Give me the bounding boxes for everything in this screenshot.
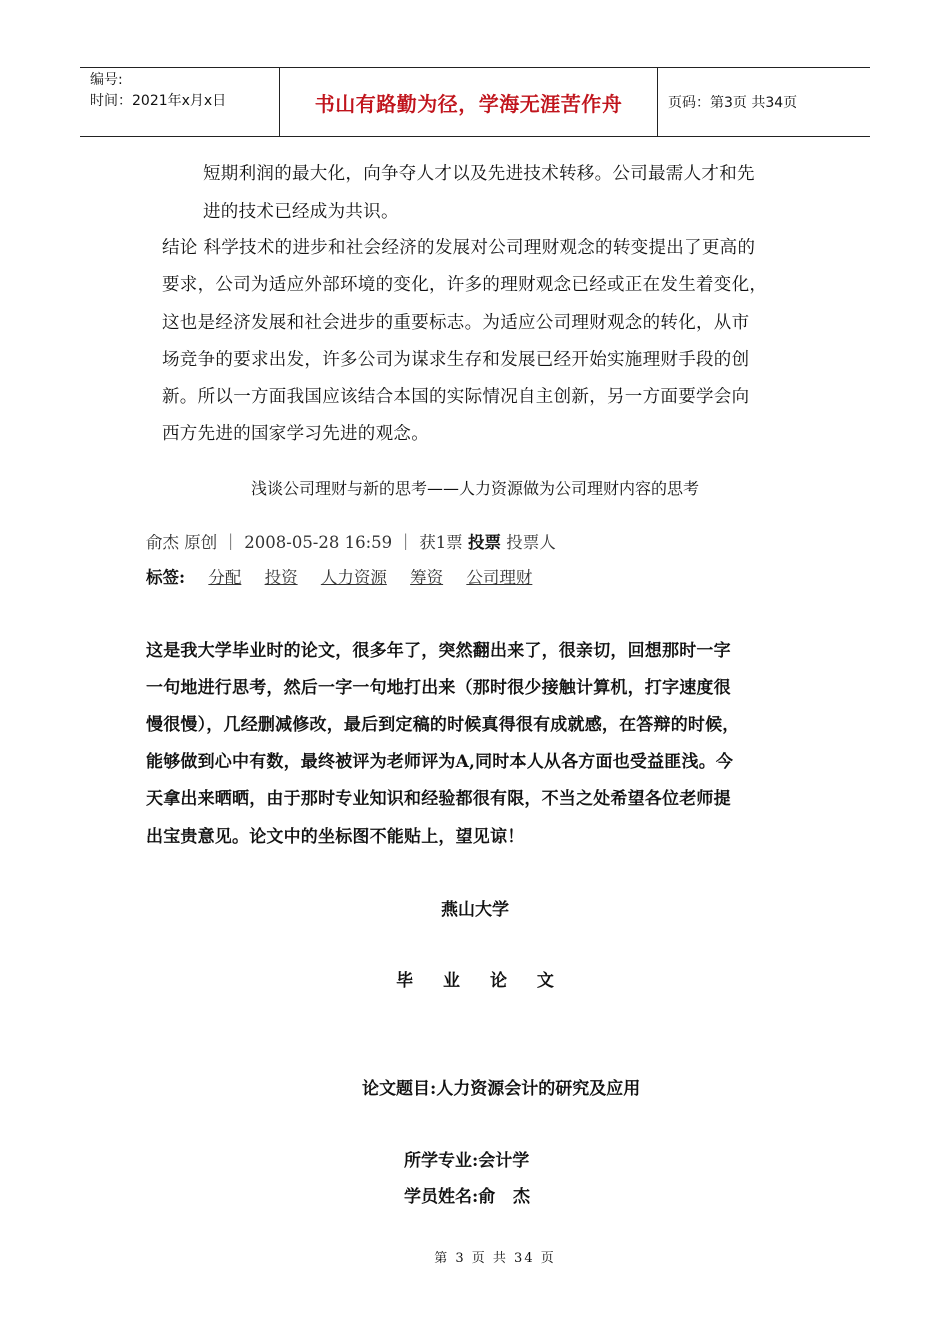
thesis-student: 学员姓名:俞 杰	[404, 1187, 531, 1207]
article-title: 浅谈公司理财与新的思考——人力资源做为公司理财内容的思考	[250, 479, 699, 498]
tag-link[interactable]: 筹资	[410, 568, 444, 587]
header-motto: 书山有路勤为径，学海无涯苦作舟	[280, 68, 658, 136]
thesis-doc-type: 毕 业 论 文	[396, 971, 566, 991]
body-line: 结论 科学技术的进步和社会经济的发展对公司理财观念的转变提出了更高的	[162, 238, 756, 258]
university-name: 燕山大学	[441, 900, 509, 920]
tag-link[interactable]: 人力资源	[320, 568, 387, 587]
doc-date-label: 时间：2021年x月x日	[90, 93, 227, 109]
header-meta	[80, 68, 280, 136]
intro-line: 出宝贵意见。论文中的坐标图不能贴上，望见谅！	[146, 827, 525, 847]
body-line: 进的技术已经成为共识。	[203, 202, 399, 222]
tag-link[interactable]: 分配	[208, 568, 242, 587]
meta-separator: ｜	[397, 533, 414, 552]
intro-line: 能够做到心中有数，最终被评为老师评为A,同时本人从各方面也受益匪浅。今	[146, 752, 734, 772]
tag-list	[146, 564, 550, 588]
header-page-info: 页码：第3页 共34页	[668, 95, 798, 111]
author-name[interactable]: 俞杰	[146, 533, 179, 552]
body-line: 场竞争的要求出发，许多公司为谋求生存和发展已经开始实施理财手段的创	[162, 350, 750, 370]
tags-label: 标签:	[146, 568, 186, 587]
vote-button[interactable]: 投票	[467, 533, 501, 552]
body-line: 要求，公司为适应外部环境的变化，许多的理财观念已经或正在发生着变化，	[162, 275, 768, 295]
body-line: 新。所以一方面我国应该结合本国的实际情况自主创新，另一方面要学会向	[162, 387, 750, 407]
meta-separator: ｜	[222, 533, 239, 552]
thesis-topic: 论文题目:人力资源会计的研究及应用	[362, 1079, 641, 1099]
vote-count: 获1票	[419, 533, 463, 552]
article-meta	[146, 529, 556, 553]
page-footer: 第 3 页 共 34 页	[434, 1251, 556, 1266]
body-line: 西方先进的国家学习先进的观念。	[162, 424, 429, 444]
intro-line: 这是我大学毕业时的论文，很多年了，突然翻出来了，很亲切，回想那时一字	[146, 641, 731, 661]
voters-link[interactable]: 投票人	[506, 533, 556, 552]
intro-line: 慢很慢），几经删减修改，最后到定稿的时候真得很有成就感，在答辩的时候，	[146, 715, 740, 735]
thesis-major: 所学专业:会计学	[404, 1151, 530, 1171]
post-type: 原创	[184, 533, 218, 552]
page-header	[80, 67, 870, 137]
tag-link[interactable]: 投资	[264, 568, 298, 587]
doc-number-label: 编号:	[90, 72, 123, 88]
post-datetime: 2008-05-28 16:59	[244, 533, 393, 552]
intro-line: 天拿出来晒晒，由于那时专业知识和经验都很有限，不当之处希望各位老师提	[146, 789, 731, 809]
body-line: 这也是经济发展和社会进步的重要标志。为适应公司理财观念的转化，从市	[162, 313, 750, 333]
tag-link[interactable]: 公司理财	[466, 568, 533, 587]
intro-line: 一句地进行思考，然后一字一句地打出来（那时很少接触计算机，打字速度很	[146, 678, 731, 698]
body-line: 短期利润的最大化，向争夺人才以及先进技术转移。公司最需人才和先	[203, 164, 755, 184]
